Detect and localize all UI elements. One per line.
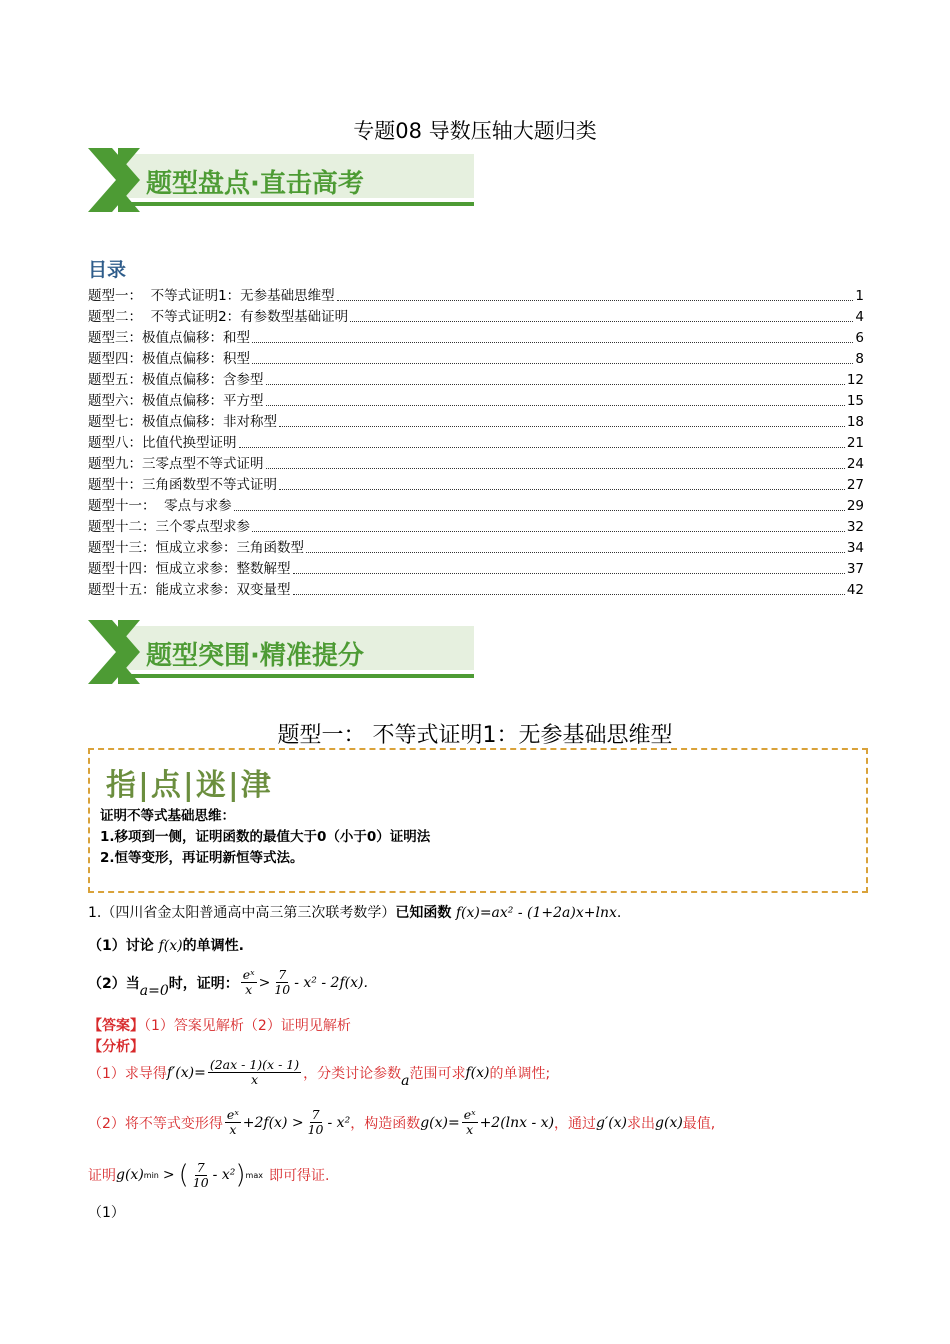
toc-item-label: 题型十四：恒成立求参：整数解型	[88, 561, 291, 577]
problem-function: f(x)=ax² - (1+2a)x+lnx	[455, 905, 617, 921]
a3-min-sub: min	[143, 1170, 159, 1180]
analysis-line-2	[88, 1108, 715, 1137]
toc-item-label: 题型四：极值点偏移：积型	[88, 351, 250, 367]
toc-item-page: 18	[846, 414, 864, 430]
a2-g: g(x)=	[420, 1114, 460, 1131]
toc-item-label: 题型七：极值点偏移：非对称型	[88, 414, 277, 430]
problem-period: .	[616, 905, 622, 921]
toc-item-page: 37	[846, 561, 864, 577]
a2-gprime: g′(x)	[596, 1114, 628, 1131]
analysis-label: 【分析】	[88, 1039, 144, 1055]
toc-item[interactable]	[88, 494, 864, 515]
toc-item-label: 题型一： 不等式证明1：无参基础思维型	[88, 288, 335, 304]
part-2: （2）当 a=0 时，证明： $\frac{\text{eˣ}}{x}$ > $\frac{7}{10}$ - x² - 2f(x).	[88, 967, 368, 999]
a1-mid: ，分类讨论参数	[303, 1065, 402, 1082]
toc-leader-dots	[252, 530, 845, 532]
toc-item[interactable]	[88, 368, 864, 389]
toc-item[interactable]	[88, 452, 864, 473]
page-title: 专题08 导数压轴大题归类	[353, 119, 597, 143]
toc-leader-dots	[279, 425, 845, 427]
toc-item[interactable]	[88, 284, 864, 305]
a2-frac-ex: $\frac{\text{eˣ}}{x}$	[226, 1107, 239, 1137]
answer	[88, 1015, 351, 1035]
toc-leader-dots	[306, 551, 845, 553]
a2-ineq: +2f(x) >	[242, 1114, 304, 1131]
part2-rest: - x² - 2f(x).	[294, 974, 368, 991]
part2-prefix: （2）当	[88, 975, 140, 992]
a2-g-frac: $\frac{\text{eˣ}}{x}$	[463, 1107, 476, 1137]
toc-item-page: 34	[846, 540, 864, 556]
part2-frac-ex: $\frac{\text{eˣ}}{x}$	[242, 967, 255, 997]
toc-item[interactable]	[88, 557, 864, 578]
tip-heading: 指|点|迷|津	[106, 768, 273, 803]
toc-leader-dots	[239, 446, 845, 448]
toc-leader-dots	[252, 362, 853, 364]
section-title: 题型一： 不等式证明1：无参基础思维型	[277, 723, 673, 748]
a1-frac: $\frac{(2ax - 1)(x - 1)}{x}$	[209, 1057, 300, 1087]
toc-item-label: 题型三：极值点偏移：和型	[88, 330, 250, 346]
a2-g-rest: +2(lnx - x)	[479, 1114, 555, 1131]
problem-statement	[88, 902, 621, 922]
answer-text: （1）答案见解析（2）证明见解析	[144, 1018, 351, 1034]
problem-intro: 已知函数	[395, 905, 452, 921]
part2-condition: a=0	[139, 982, 169, 999]
toc-item-label: 题型十一： 零点与求参	[88, 498, 232, 514]
part-1	[88, 935, 244, 955]
a3-tail: - x²	[212, 1167, 236, 1183]
toc-item-label: 题型十三：恒成立求参：三角函数型	[88, 540, 304, 556]
toc-leader-dots	[234, 509, 845, 511]
a1-mid2: 范围可求	[409, 1065, 466, 1082]
a1-fprime: f′(x)=	[166, 1064, 206, 1081]
problem-source: （四川省金太阳普通高中高三第三次联考数学）	[101, 905, 396, 921]
toc-leader-dots	[252, 341, 853, 343]
toc-leader-dots	[266, 383, 845, 385]
toc-item[interactable]	[88, 578, 864, 599]
banner1-text: 题型盘点·直击高考	[146, 169, 364, 199]
toc-item-label: 题型九：三零点型不等式证明	[88, 456, 264, 472]
toc-item-page: 6	[855, 330, 864, 346]
toc-item-page: 27	[846, 477, 864, 493]
toc-leader-dots	[293, 593, 845, 595]
toc-leader-dots	[350, 320, 853, 322]
analysis-line-1	[88, 1058, 550, 1087]
a1-suffix: 的单调性;	[489, 1065, 551, 1082]
tip-line-2: 1.移项到一侧，证明函数的最值大于0（小于0）证明法	[100, 829, 431, 845]
toc-item[interactable]	[88, 326, 864, 347]
a3-suffix: 即可得证.	[268, 1168, 330, 1184]
answer-label: 【答案】	[88, 1018, 144, 1034]
toc-item-page: 1	[855, 288, 864, 304]
a2-frac-7-10: $\frac{7}{10}$	[307, 1107, 324, 1137]
toc-item-page: 8	[855, 351, 864, 367]
toc-item-label: 题型二： 不等式证明2：有参数型基础证明	[88, 309, 349, 325]
toc-item[interactable]	[88, 410, 864, 431]
a2-mid3: 求出	[627, 1115, 656, 1132]
toc-item-page: 32	[846, 519, 864, 535]
table-of-contents	[88, 284, 864, 599]
toc-item-label: 题型十五：能成立求参：双变量型	[88, 582, 291, 598]
toc-item-page: 4	[855, 309, 864, 325]
analysis-line-3: 证明 g(x) min > ( $\frac{7}{10}$ - x² ) max 即可得证.	[88, 1159, 330, 1190]
banner2-text: 题型突围·精准提分	[146, 641, 364, 671]
toc-leader-dots	[293, 572, 845, 574]
a3-max-sub: max	[245, 1170, 263, 1180]
banner-type-overview	[88, 148, 476, 214]
tip-line-1: 证明不等式基础思维：	[100, 808, 235, 824]
toc-item-label: 题型六：极值点偏移：平方型	[88, 393, 264, 409]
a2-tail: - x²	[327, 1114, 351, 1131]
a3-gmin: g(x)	[116, 1167, 144, 1183]
a1-fx: f(x)	[465, 1064, 490, 1081]
a3-frac: $\frac{7}{10}$	[192, 1159, 209, 1190]
a2-mid2: ，通过	[554, 1115, 597, 1132]
part1-suffix: 的单调性.	[182, 938, 244, 954]
part2-mid: 时，证明：	[168, 975, 239, 992]
tip-box	[88, 748, 868, 893]
tip-line-3: 2.恒等变形，再证明新恒等式法。	[100, 850, 304, 866]
banner-breakthrough	[88, 620, 476, 686]
part1-prefix: （1）讨论	[88, 938, 154, 954]
toc-leader-dots	[337, 299, 854, 301]
a2-mid: ，构造函数	[350, 1115, 421, 1132]
a1-prefix: （1）求导得	[88, 1065, 167, 1082]
toc-item-page: 24	[846, 456, 864, 472]
toc-item[interactable]	[88, 347, 864, 368]
toc-leader-dots	[266, 404, 845, 406]
toc-item-label: 题型十二：三个零点型求参	[88, 519, 250, 535]
toc-item[interactable]	[88, 431, 864, 452]
toc-item-page: 21	[846, 435, 864, 451]
a2-prefix: （2）将不等式变形得	[88, 1115, 223, 1132]
toc-heading: 目录	[88, 259, 127, 281]
problem-number: 1.	[88, 905, 102, 921]
a3-prefix: 证明	[88, 1168, 116, 1184]
solution-part-1-start: （1）	[88, 1205, 125, 1221]
part2-frac-7-10: $\frac{7}{10}$	[274, 967, 291, 997]
toc-item[interactable]	[88, 305, 864, 326]
toc-item[interactable]	[88, 473, 864, 494]
a1-param: a	[401, 1072, 410, 1089]
toc-item[interactable]	[88, 389, 864, 410]
toc-item[interactable]	[88, 536, 864, 557]
toc-item-page: 29	[846, 498, 864, 514]
toc-item-label: 题型五：极值点偏移：含参型	[88, 372, 264, 388]
a2-gx: g(x)	[655, 1114, 683, 1131]
a3-gt: >	[162, 1167, 175, 1183]
toc-leader-dots	[279, 488, 845, 490]
toc-item[interactable]	[88, 515, 864, 536]
toc-item-page: 12	[846, 372, 864, 388]
toc-item-label: 题型八：比值代换型证明	[88, 435, 237, 451]
toc-leader-dots	[266, 467, 845, 469]
a2-suffix: 最值,	[682, 1115, 716, 1132]
toc-item-page: 42	[846, 582, 864, 598]
toc-item-label: 题型十：三角函数型不等式证明	[88, 477, 277, 493]
part1-fx: f(x)	[158, 938, 183, 954]
toc-item-page: 15	[846, 393, 864, 409]
